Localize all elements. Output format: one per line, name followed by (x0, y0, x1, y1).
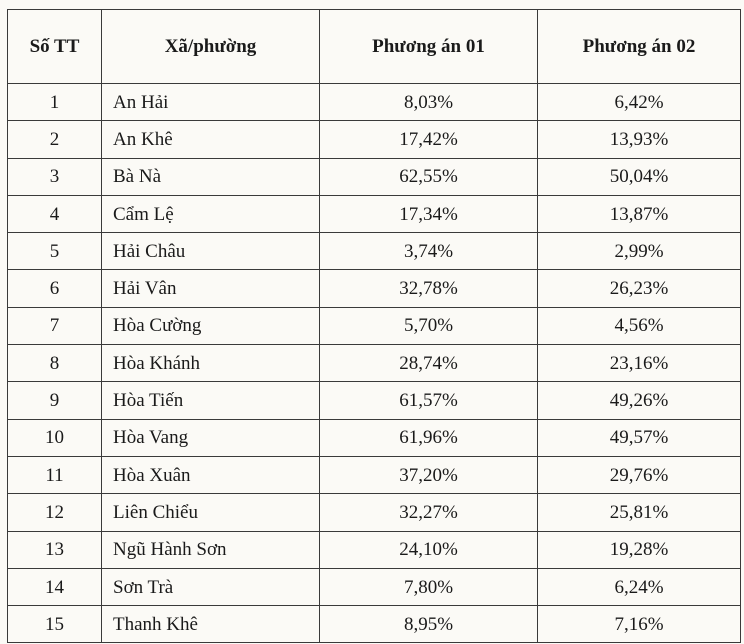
header-option-01: Phương án 01 (320, 10, 538, 84)
table-row (8, 456, 741, 493)
ward-percentage-table (7, 9, 741, 643)
ward-name-cell: Liên Chiểu (102, 494, 320, 531)
option-02-value-cell: 49,57% (538, 419, 741, 456)
option-01-value-cell: 61,57% (320, 382, 538, 419)
option-01-value-cell: 24,10% (320, 531, 538, 568)
ward-name-cell: Sơn Trà (102, 568, 320, 605)
option-02-value-cell: 13,87% (538, 195, 741, 232)
ward-name-cell: Thanh Khê (102, 606, 320, 643)
row-number-cell: 1 (8, 84, 102, 121)
option-02-value-cell: 50,04% (538, 158, 741, 195)
ward-name-cell: Hòa Cường (102, 307, 320, 344)
row-number-cell: 6 (8, 270, 102, 307)
table-header-row (8, 10, 741, 84)
table-row (8, 121, 741, 158)
row-number-cell: 11 (8, 456, 102, 493)
ward-name-cell: Bà Nà (102, 158, 320, 195)
header-no: Số TT (8, 10, 102, 84)
option-02-value-cell: 25,81% (538, 494, 741, 531)
row-number-cell: 3 (8, 158, 102, 195)
option-01-value-cell: 7,80% (320, 568, 538, 605)
table-row (8, 84, 741, 121)
table-row (8, 494, 741, 531)
option-01-value-cell: 37,20% (320, 456, 538, 493)
row-number-cell: 2 (8, 121, 102, 158)
option-02-value-cell: 6,42% (538, 84, 741, 121)
option-01-value-cell: 5,70% (320, 307, 538, 344)
ward-name-cell: An Hải (102, 84, 320, 121)
table-row (8, 568, 741, 605)
ward-name-cell: Cẩm Lệ (102, 195, 320, 232)
row-number-cell: 5 (8, 233, 102, 270)
option-02-value-cell: 29,76% (538, 456, 741, 493)
table-row (8, 345, 741, 382)
option-02-value-cell: 7,16% (538, 606, 741, 643)
ward-name-cell: Ngũ Hành Sơn (102, 531, 320, 568)
table-row (8, 307, 741, 344)
option-01-value-cell: 32,27% (320, 494, 538, 531)
table-body (8, 84, 741, 643)
option-02-value-cell: 26,23% (538, 270, 741, 307)
row-number-cell: 8 (8, 345, 102, 382)
ward-name-cell: Hòa Tiến (102, 382, 320, 419)
ward-name-cell: Hải Vân (102, 270, 320, 307)
table-row (8, 606, 741, 643)
row-number-cell: 14 (8, 568, 102, 605)
option-01-value-cell: 17,34% (320, 195, 538, 232)
ward-name-cell: Hòa Khánh (102, 345, 320, 382)
option-01-value-cell: 28,74% (320, 345, 538, 382)
header-ward-name: Xã/phường (102, 10, 320, 84)
table-row (8, 233, 741, 270)
ward-name-cell: Hòa Vang (102, 419, 320, 456)
header-option-02: Phương án 02 (538, 10, 741, 84)
option-01-value-cell: 32,78% (320, 270, 538, 307)
row-number-cell: 12 (8, 494, 102, 531)
table-row (8, 158, 741, 195)
option-01-value-cell: 17,42% (320, 121, 538, 158)
table-row (8, 195, 741, 232)
option-01-value-cell: 8,95% (320, 606, 538, 643)
ward-name-cell: An Khê (102, 121, 320, 158)
row-number-cell: 13 (8, 531, 102, 568)
row-number-cell: 10 (8, 419, 102, 456)
ward-percentage-table-container (7, 9, 740, 641)
option-01-value-cell: 61,96% (320, 419, 538, 456)
option-02-value-cell: 4,56% (538, 307, 741, 344)
option-01-value-cell: 3,74% (320, 233, 538, 270)
option-02-value-cell: 13,93% (538, 121, 741, 158)
table-row (8, 531, 741, 568)
table-row (8, 382, 741, 419)
ward-name-cell: Hòa Xuân (102, 456, 320, 493)
option-02-value-cell: 49,26% (538, 382, 741, 419)
option-02-value-cell: 19,28% (538, 531, 741, 568)
option-01-value-cell: 62,55% (320, 158, 538, 195)
table-row (8, 270, 741, 307)
row-number-cell: 15 (8, 606, 102, 643)
option-02-value-cell: 6,24% (538, 568, 741, 605)
ward-name-cell: Hải Châu (102, 233, 320, 270)
option-01-value-cell: 8,03% (320, 84, 538, 121)
option-02-value-cell: 23,16% (538, 345, 741, 382)
option-02-value-cell: 2,99% (538, 233, 741, 270)
row-number-cell: 4 (8, 195, 102, 232)
table-row (8, 419, 741, 456)
row-number-cell: 9 (8, 382, 102, 419)
row-number-cell: 7 (8, 307, 102, 344)
